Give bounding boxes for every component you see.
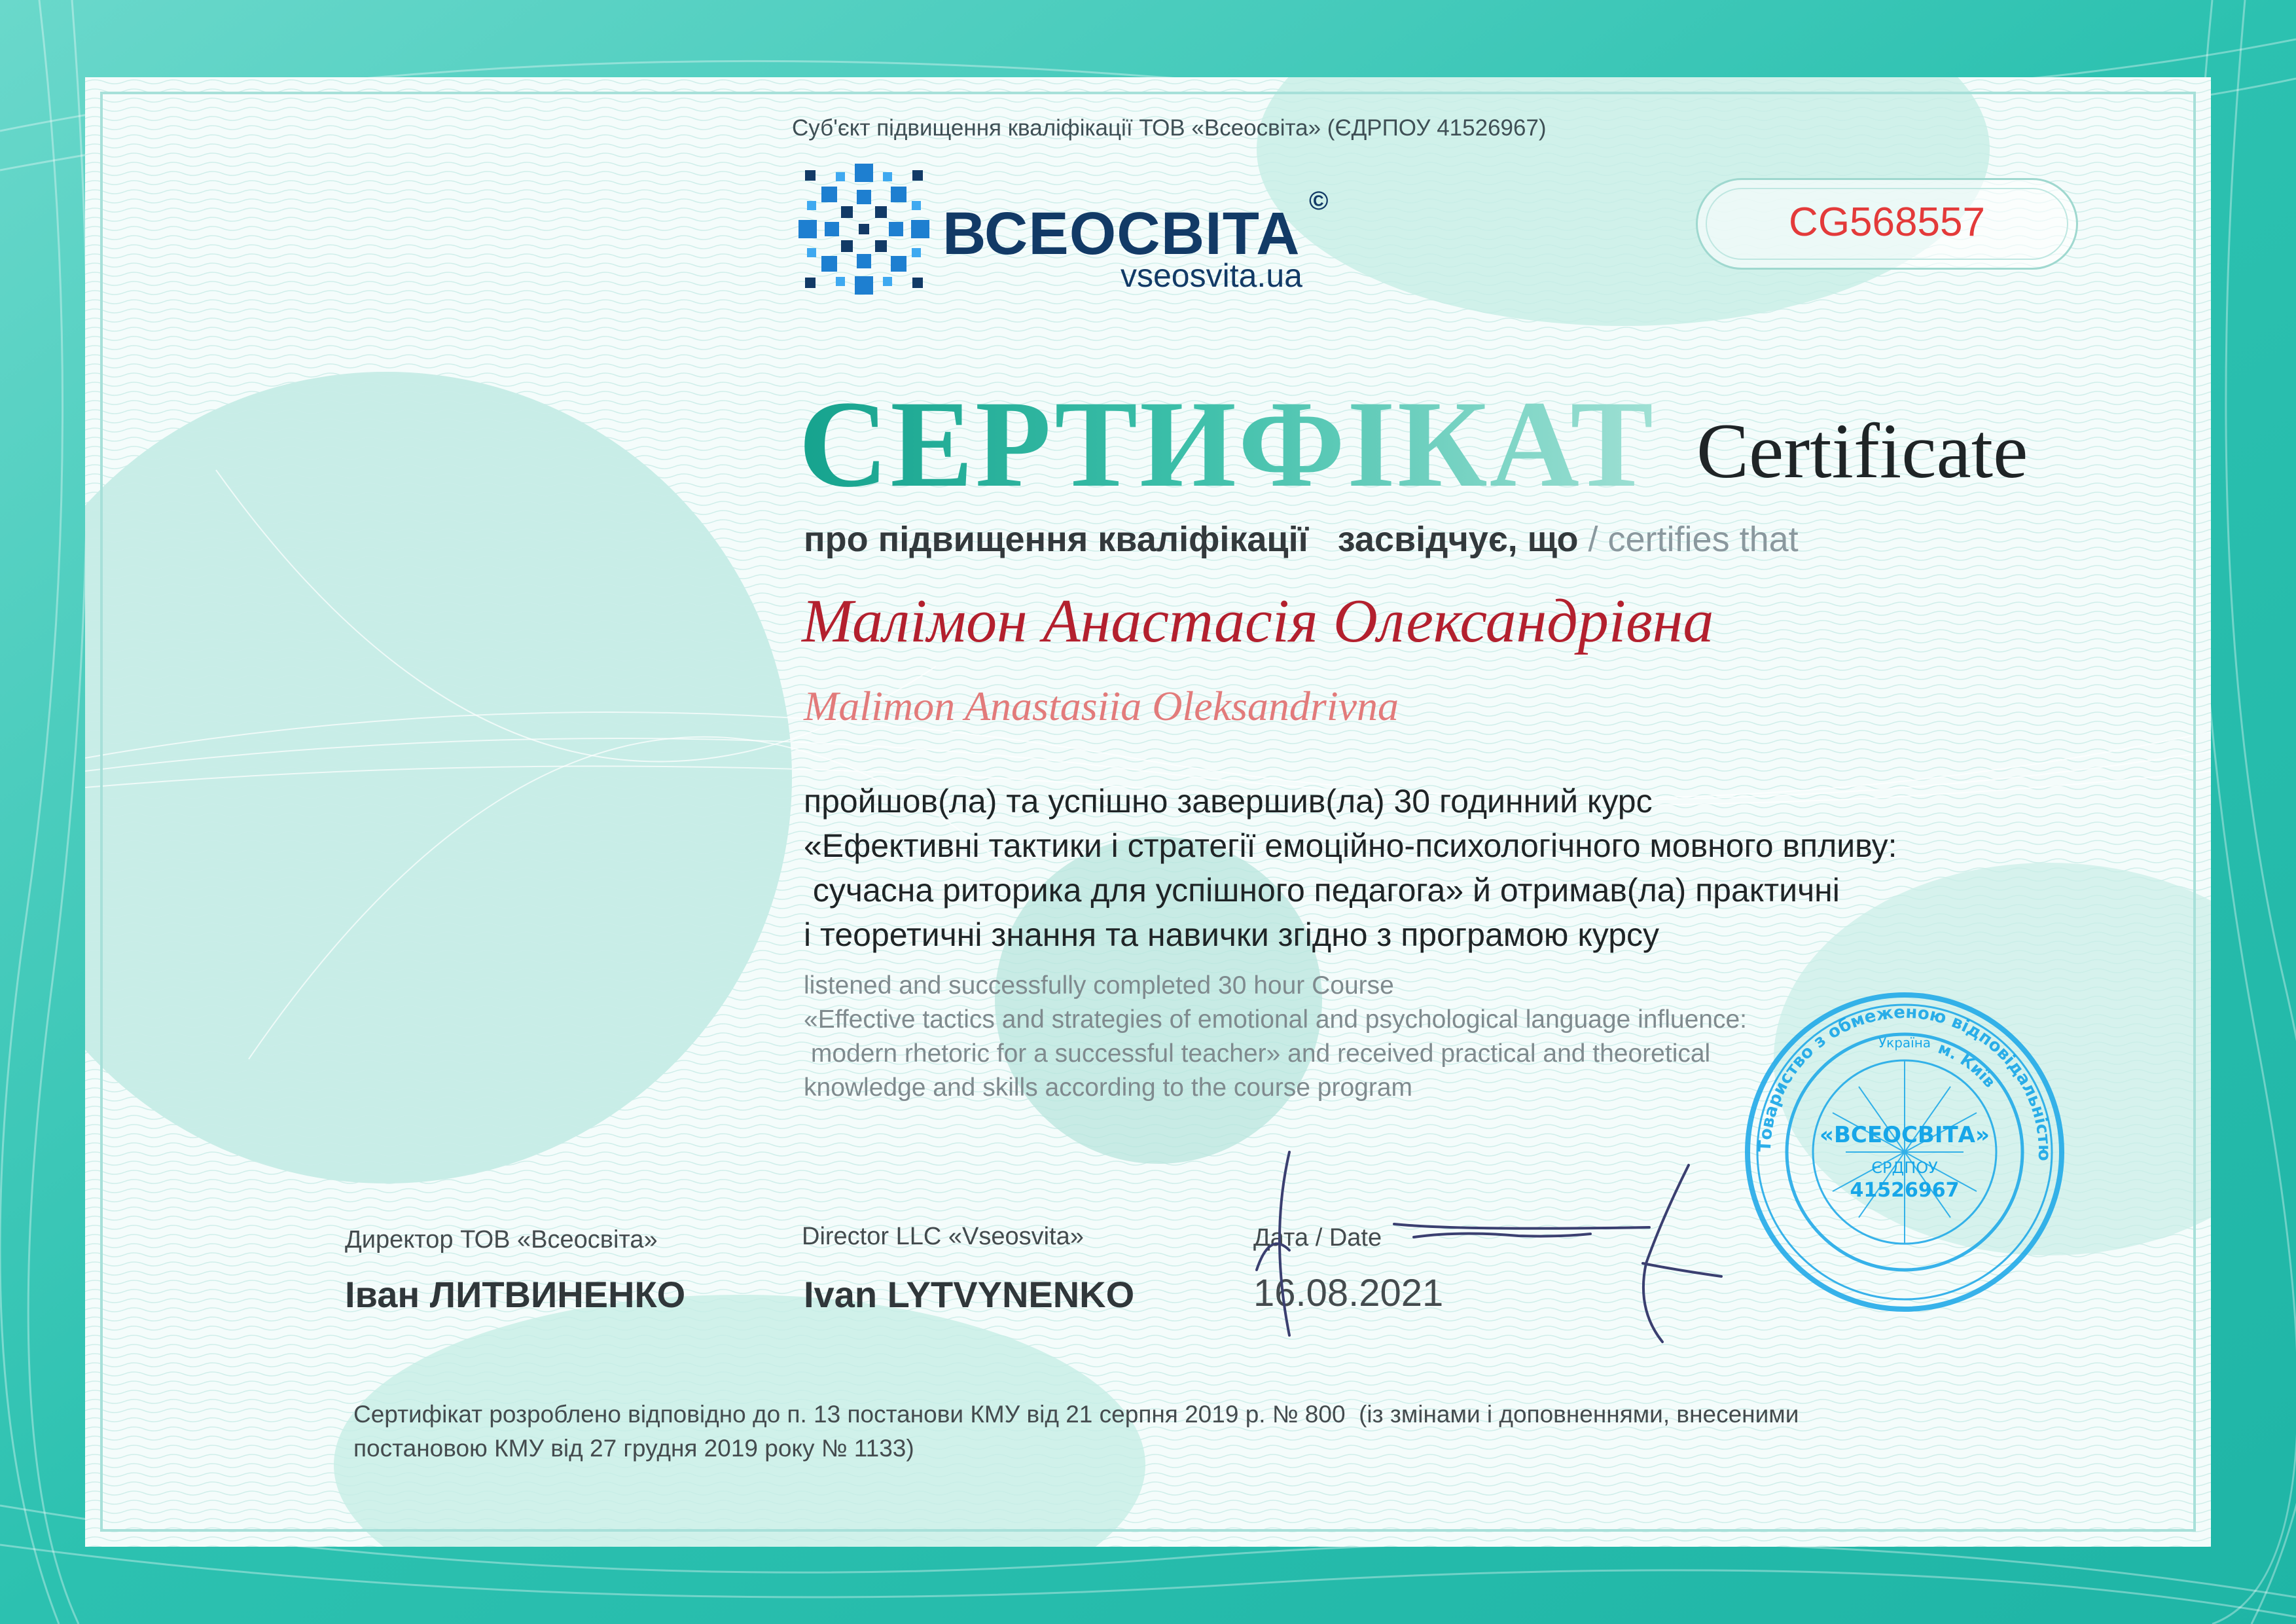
recipient-name-uk: Малімон Анастасія Олександрівна — [802, 587, 1714, 655]
legal-footer: Сертифікат розроблено відповідно до п. 13 постанови КМУ від 21 серпня 2019 р. № 800 (із змінами і доповненнями, внесеними постановою КМУ від 27 грудня 2019 року № 1133) — [353, 1401, 1799, 1462]
recipient-name-en: Malimon Anastasiia Oleksandrivna — [804, 683, 1399, 729]
logo-wordmark: ВСЕОСВІТА — [942, 200, 1300, 267]
stamp-outer-text: Товариство з обмеженою відповідальністю — [1755, 1002, 2054, 1161]
subtitle-certifies-uk: засвідчує, що — [1337, 520, 1579, 559]
certificate-subtitle — [804, 519, 1799, 560]
issue-date: 16.08.2021 — [1253, 1272, 1444, 1314]
certificate-title-uk: СЕРТИФІКАТ — [798, 373, 1655, 516]
certificate-title-en: Certificate — [1696, 407, 2028, 494]
director-name-en: Ivan LYTVYNENKO — [804, 1274, 1135, 1315]
subtitle-purpose: про підвищення кваліфікації — [804, 520, 1308, 559]
stamp-city: м. Київ — [1935, 1039, 2000, 1091]
stamp-country: Україна — [1878, 1035, 1931, 1051]
director-name-uk: Іван ЛИТВИНЕНКО — [345, 1274, 686, 1315]
stamp-code: 41526967 — [1850, 1179, 1960, 1202]
date-label: Дата / Date — [1253, 1224, 1382, 1252]
snowflake-ornament-icon — [795, 160, 933, 298]
director-label-uk: Директор ТОВ «Всеосвіта» — [345, 1226, 658, 1254]
course-description-en: listened and successfully completed 30 hour Course «Effective tactics and strategies of emotional and psychological language influence: modern rhetoric for a successful teacher» and received practical and theoretical knowledge and skills according to the course program — [804, 971, 1748, 1102]
logo-copyright: © — [1309, 187, 1329, 215]
course-description-uk: пройшов(ла) та успішно завершив(ла) 30 годинний курс «Ефективні тактики і стратегії емоційно-психологічного мовного впливу: сучасна риторика для успішного педагога» й отримав(ла) практичні і теоретичні знання та навички згідно з програмою курсу — [804, 783, 1897, 953]
subtitle-certifies-en: certifies that — [1607, 520, 1799, 559]
logo-url: vseosvita.ua — [1121, 257, 1302, 294]
stamp-center-name: «ВСЕОСВІТА» — [1820, 1122, 1990, 1148]
serial-number: CG568557 — [1789, 200, 1985, 245]
subtitle-separator: / — [1578, 520, 1608, 559]
official-stamp — [1734, 982, 2075, 1322]
director-label-en: Director LLC «Vseosvita» — [802, 1223, 1084, 1250]
handwritten-signature — [1244, 1139, 1741, 1375]
provider-line: Суб'єкт підвищення кваліфікації ТОВ «Всеосвіта» (ЄДРПОУ 41526967) — [792, 115, 1547, 141]
stamp-code-label: ЄРДПОУ — [1871, 1159, 1938, 1177]
